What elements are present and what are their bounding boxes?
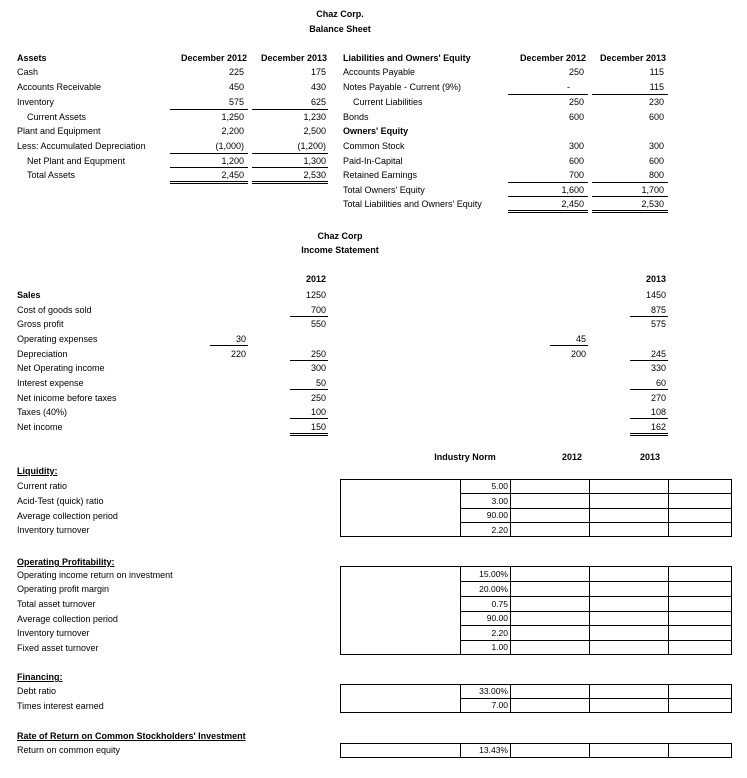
- rule: [630, 360, 668, 361]
- rule: [508, 94, 588, 95]
- asset-2012: 2,450: [221, 170, 244, 180]
- ratio-norm: 0.75: [491, 599, 508, 609]
- ratio-norm: 20.00%: [479, 584, 508, 594]
- income-2013: 108: [650, 407, 666, 417]
- liability-2012: 700: [568, 170, 584, 180]
- ratios-col-2012: 2012: [561, 452, 583, 462]
- asset-label: Total Assets: [27, 170, 76, 180]
- income-label: Net income: [17, 422, 63, 432]
- income-statement-company: Chaz Corp: [317, 231, 363, 241]
- liability-label: Common Stock: [343, 141, 405, 151]
- rule: [252, 109, 328, 110]
- income-label: Taxes (40%): [17, 407, 68, 417]
- liability-label: Accounts Payable: [343, 67, 416, 77]
- ratio-norm: 3.00: [491, 496, 508, 506]
- asset-label: Less: Accumulated Depreciation: [17, 141, 146, 151]
- asset-2013: 1,230: [303, 112, 326, 122]
- asset-label: Inventory: [17, 97, 55, 107]
- double-rule: [290, 433, 328, 436]
- rule: [630, 389, 668, 390]
- income-2012: 700: [310, 305, 326, 315]
- asset-2012: 450: [228, 82, 244, 92]
- rule: [170, 167, 248, 168]
- double-rule: [170, 181, 248, 184]
- asset-2012: 225: [228, 67, 244, 77]
- ratio-label: Average collection period: [17, 511, 118, 521]
- income-2013: 270: [650, 393, 666, 403]
- liability-label: Owners' Equity: [343, 126, 409, 136]
- income-2012: 550: [310, 319, 326, 329]
- ratio-norm: 15.00%: [479, 569, 508, 579]
- income-label: Sales: [17, 290, 41, 300]
- balance-sheet-title: Balance Sheet: [309, 24, 371, 34]
- liability-label: Retained Earnings: [343, 170, 418, 180]
- liabilities-header: Liabilities and Owners' Equity: [343, 53, 471, 63]
- liability-2013: 2,530: [641, 199, 664, 209]
- ratio-label: Fixed asset turnover: [17, 643, 99, 653]
- income-label: Net Operating income: [17, 363, 105, 373]
- financing-title: Financing:: [17, 672, 63, 682]
- income-year-2013: 2013: [645, 274, 666, 284]
- rule: [592, 94, 668, 95]
- ratio-label: Current ratio: [17, 481, 68, 491]
- ratio-norm: 33.00%: [479, 686, 508, 696]
- liability-label: Total Liabilities and Owners' Equity: [343, 199, 482, 209]
- income-sub-2012: 30: [235, 334, 246, 344]
- return-title: Rate of Return on Common Stockholders' Investment: [17, 731, 246, 741]
- liquidity-title: Liquidity:: [17, 466, 58, 476]
- rule: [460, 640, 732, 641]
- rule: [252, 153, 328, 154]
- ratio-norm: 7.00: [491, 700, 508, 710]
- income-2013: 575: [650, 319, 666, 329]
- rule: [460, 596, 732, 597]
- rule: [460, 625, 732, 626]
- rule: [170, 153, 248, 154]
- liability-2012: -: [567, 82, 570, 92]
- liability-2013: 300: [648, 141, 664, 151]
- rule: [592, 182, 668, 183]
- ratio-norm: 13.43%: [479, 745, 508, 755]
- income-label: Gross profit: [17, 319, 64, 329]
- ratio-label: Return on common equity: [17, 745, 121, 755]
- rule: [460, 508, 732, 509]
- asset-2013: 1,300: [303, 156, 326, 166]
- income-2012: 50: [315, 378, 326, 388]
- income-sub-2013: 200: [570, 349, 586, 359]
- rule: [290, 360, 328, 361]
- income-label: Cost of goods sold: [17, 305, 92, 315]
- rule: [170, 109, 248, 110]
- asset-2013: 2,530: [303, 170, 326, 180]
- return-2013-box: [589, 743, 669, 758]
- income-year-2012: 2012: [305, 274, 326, 284]
- liability-2012: 1,600: [561, 185, 584, 195]
- ratio-norm: 1.00: [491, 642, 508, 652]
- income-label: Depreciation: [17, 349, 68, 359]
- asset-2012: 1,250: [221, 112, 244, 122]
- income-2013: 162: [650, 422, 666, 432]
- asset-2012: 1,200: [221, 156, 244, 166]
- income-2012: 1250: [305, 290, 326, 300]
- rule: [630, 418, 668, 419]
- ratio-label: Times interest earned: [17, 701, 104, 711]
- ratio-label: Debt ratio: [17, 686, 57, 696]
- rule: [290, 389, 328, 390]
- rule: [630, 316, 668, 317]
- ratio-label: Operating profit margin: [17, 584, 110, 594]
- asset-label: Plant and Equipment: [17, 126, 101, 136]
- double-rule: [252, 181, 328, 184]
- liability-2013: 115: [649, 67, 664, 77]
- liability-2013: 115: [649, 82, 664, 92]
- liability-2012: 600: [568, 156, 584, 166]
- rule: [252, 167, 328, 168]
- income-2013: 60: [655, 378, 666, 388]
- liab-col-2013: December 2013: [599, 53, 666, 63]
- liability-2013: 800: [648, 170, 664, 180]
- income-2012: 250: [310, 393, 326, 403]
- ratio-norm: 2.20: [491, 628, 508, 638]
- liability-2012: 250: [568, 97, 584, 107]
- rule: [460, 581, 732, 582]
- double-rule: [630, 433, 668, 436]
- asset-2013: (1,200): [297, 141, 326, 151]
- rule: [460, 493, 732, 494]
- ratio-label: Average collection period: [17, 614, 118, 624]
- income-2012: 250: [310, 349, 326, 359]
- liability-label: Notes Payable - Current (9%): [343, 82, 462, 92]
- liability-2013: 1,700: [641, 185, 664, 195]
- liab-col-2012: December 2012: [519, 53, 586, 63]
- double-rule: [592, 210, 668, 213]
- liability-label: Current Liabilities: [353, 97, 423, 107]
- rule: [550, 345, 588, 346]
- income-sub-2013: 45: [575, 334, 586, 344]
- profitability-title: Operating Profitability:: [17, 557, 115, 567]
- liability-2012: 250: [568, 67, 584, 77]
- rule: [290, 316, 328, 317]
- asset-label: Accounts Receivable: [17, 82, 102, 92]
- ratio-label: Inventory turnover: [17, 628, 90, 638]
- ratios-col-2013: 2013: [639, 452, 661, 462]
- rule: [592, 196, 668, 197]
- liability-label: Bonds: [343, 112, 369, 122]
- rule: [460, 522, 732, 523]
- asset-2012: 2,200: [221, 126, 244, 136]
- liability-2013: 600: [648, 112, 664, 122]
- ratio-label: Inventory turnover: [17, 525, 90, 535]
- income-2013: 875: [650, 305, 666, 315]
- income-label: Net inicome before taxes: [17, 393, 117, 403]
- rule: [290, 418, 328, 419]
- income-2012: 100: [310, 407, 326, 417]
- asset-2013: 2,500: [303, 126, 326, 136]
- liability-2012: 600: [568, 112, 584, 122]
- assets-header: Assets: [17, 53, 47, 63]
- income-statement-title: Income Statement: [301, 245, 379, 255]
- assets-col-2013: December 2013: [260, 53, 327, 63]
- assets-col-2012: December 2012: [180, 53, 247, 63]
- income-2013: 330: [650, 363, 666, 373]
- asset-label: Current Assets: [27, 112, 87, 122]
- return-extra-box: [668, 743, 732, 758]
- liability-2012: 2,450: [561, 199, 584, 209]
- rule: [210, 345, 248, 346]
- liability-label: Total Owners' Equity: [343, 185, 425, 195]
- ratio-norm: 90.00: [486, 510, 508, 520]
- asset-2013: 175: [310, 67, 326, 77]
- rule: [508, 182, 588, 183]
- ratio-label: Total asset turnover: [17, 599, 96, 609]
- liability-2013: 230: [648, 97, 664, 107]
- rule: [508, 196, 588, 197]
- ratio-norm: 90.00: [486, 613, 508, 623]
- ratio-norm: 5.00: [491, 481, 508, 491]
- liability-2013: 600: [648, 156, 664, 166]
- asset-2013: 430: [310, 82, 326, 92]
- income-sub-2012: 220: [230, 349, 246, 359]
- income-2013: 1450: [645, 290, 666, 300]
- liability-2012: 300: [568, 141, 584, 151]
- income-2013: 245: [650, 349, 666, 359]
- income-2012: 300: [310, 363, 326, 373]
- ratio-label: Operating income return on investment: [17, 570, 173, 580]
- income-2012: 150: [310, 422, 326, 432]
- asset-2013: 625: [310, 97, 326, 107]
- asset-label: Net Plant and Equpment: [27, 156, 126, 166]
- liability-label: Paid-In-Capital: [343, 156, 403, 166]
- asset-2012: (1,000): [215, 141, 244, 151]
- income-label: Operating expenses: [17, 334, 98, 344]
- ratio-label: Acid-Test (quick) ratio: [17, 496, 104, 506]
- income-label: Interest expense: [17, 378, 84, 388]
- asset-label: Cash: [17, 67, 39, 77]
- asset-2012: 575: [228, 97, 244, 107]
- ratio-norm: 2.20: [491, 525, 508, 535]
- rule: [460, 611, 732, 612]
- rule: [460, 698, 732, 699]
- ratios-col-industry-norm: Industry Norm: [434, 452, 496, 462]
- double-rule: [508, 210, 588, 213]
- return-2012-box: [510, 743, 590, 758]
- balance-sheet-company: Chaz Corp.: [316, 9, 364, 19]
